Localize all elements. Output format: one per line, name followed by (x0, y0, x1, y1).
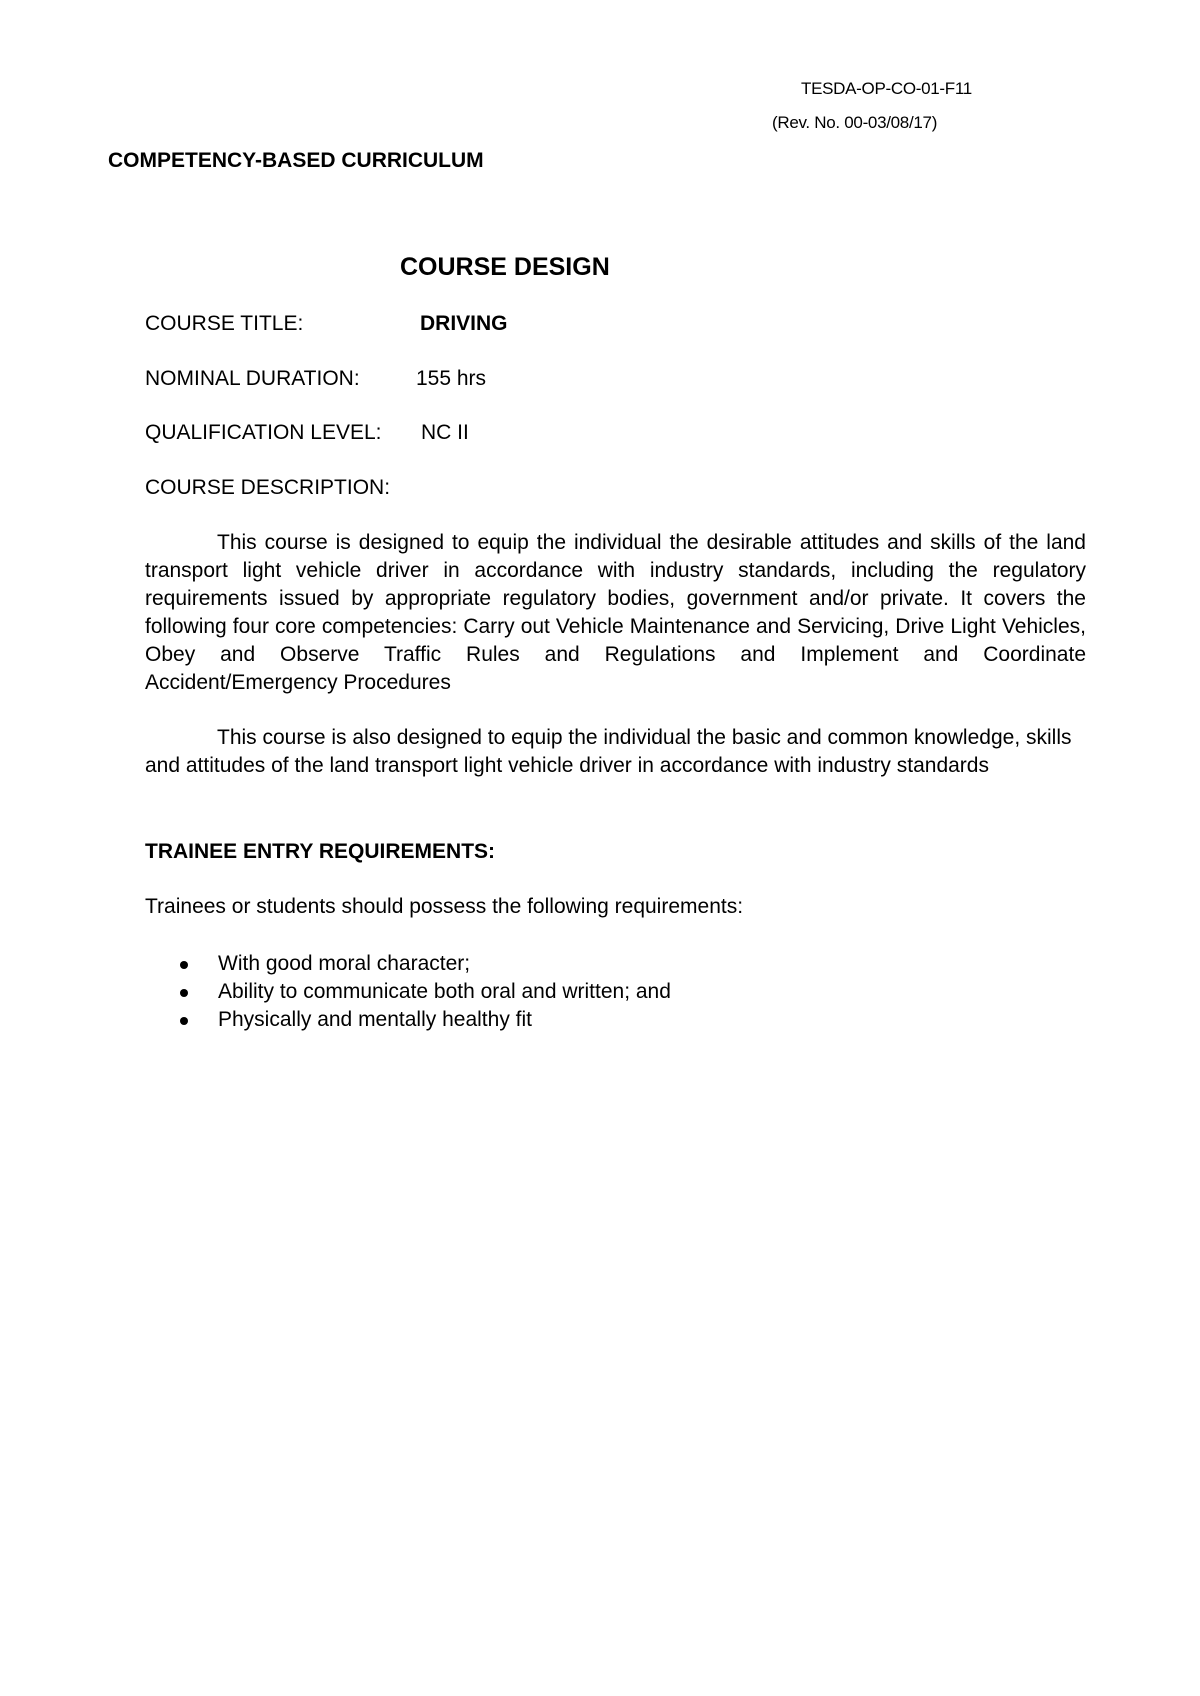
bullet-icon (180, 961, 188, 969)
entry-requirements-heading: TRAINEE ENTRY REQUIREMENTS: (145, 840, 496, 863)
requirement-text: Physically and mentally healthy fit (218, 1008, 532, 1031)
nominal-duration-label: NOMINAL DURATION: (145, 367, 360, 390)
description-paragraph-2: This course is also designed to equip the individual the basic and common knowledge, skills and attitudes of the land transport light vehicle driver in accordance with industry standards (145, 726, 1072, 777)
bullet-icon (180, 989, 188, 997)
qualification-level-label: QUALIFICATION LEVEL: (145, 421, 382, 444)
requirement-text: With good moral character; (218, 952, 471, 975)
revision-number: (Rev. No. 00-03/08/17) (772, 113, 938, 132)
entry-requirements-intro: Trainees or students should possess the following requirements: (145, 895, 744, 918)
course-description-label: COURSE DESCRIPTION: (145, 476, 391, 499)
nominal-duration-value: 155 hrs (416, 367, 487, 390)
course-design-title: COURSE DESIGN (400, 253, 610, 281)
bullet-icon (180, 1017, 188, 1025)
curriculum-title: COMPETENCY-BASED CURRICULUM (108, 149, 484, 172)
qualification-level-value: NC II (421, 421, 469, 444)
course-title-label: COURSE TITLE: (145, 312, 304, 335)
requirement-text: Ability to communicate both oral and written; and (218, 980, 671, 1003)
document-code: TESDA-OP-CO-01-F11 (801, 79, 972, 98)
description-paragraph-1: This course is designed to equip the individual the desirable attitudes and skills of the land transport light vehicle driver in accordance with industry standards, including the regulatory requirements issued by appropriate regulatory bodies, government and/or private. It covers the following four core competencies: Carry out Vehicle Maintenance and Servicing, Drive Light Vehicles, Obey and Observe Traffic Rules and Regulations and Implement and Coordinate Accident/Emergency Procedures (145, 531, 1086, 694)
course-title-value: DRIVING (420, 312, 508, 335)
